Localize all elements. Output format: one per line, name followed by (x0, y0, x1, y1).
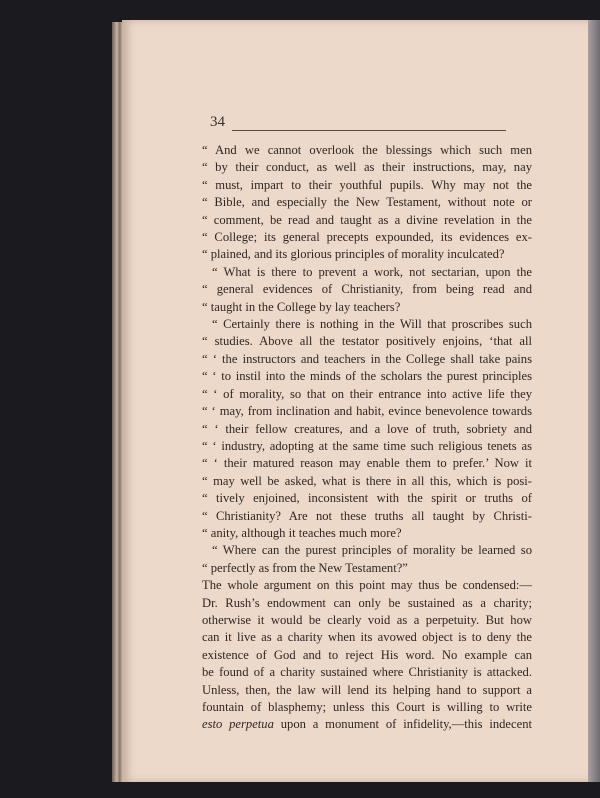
text-line: “ Bible, and especially the New Testament, without note or (202, 195, 532, 210)
text-line: “ studies. Above all the testator positively enjoins, ‘that all (202, 334, 532, 349)
text-line: “ Where can the purest principles of morality be learned so (212, 543, 532, 558)
text-line: “ by their conduct, as well as their instructions, may, nay (202, 160, 532, 175)
text-line: “ And we cannot overlook the blessings which such men (202, 143, 532, 157)
text-line: can it live as a charity when its avowed object is to deny the (202, 630, 532, 645)
text-line: “ ‘ the instructors and teachers in the College shall take pains (202, 351, 532, 366)
text-line: Dr. Rush’s endowment can only be sustained as a charity; (202, 595, 532, 610)
page-number: 34 (210, 114, 225, 130)
text-line-rest: upon a monument of infidelity,—this indecent (273, 717, 532, 732)
text-line: “ ‘ may, from inclination and habit, evince benevolence towards (202, 404, 532, 419)
text-line: “ ‘ their matured reason may enable them to prefer.’ Now it (202, 456, 532, 471)
text-line: fountain of blasphemy; unless this Court is willing to write (202, 700, 532, 714)
text-line: “ College; its general precepts expounded, its evidences ex- (202, 230, 532, 245)
book-page (122, 20, 592, 782)
text-line: Unless, then, the law will lend its helping hand to support a (202, 682, 532, 697)
text-line: The whole argument on this point may thus be condensed:— (202, 578, 532, 593)
text-line: “ comment, be read and taught as a divine revelation in the (202, 212, 532, 227)
text-line: be found of a charity sustained where Christianity is attacked. (202, 665, 532, 680)
page-body-text (202, 142, 532, 734)
text-line (202, 716, 532, 733)
text-line: “ ‘ to instil into the minds of the scholars the purest principles (202, 369, 532, 384)
latin-phrase: esto perpetua (202, 717, 274, 732)
page-right-edge (588, 20, 600, 782)
text-line: “ Christianity? Are not these truths all taught by Christi- (202, 508, 532, 523)
text-line: “ ‘ industry, adopting at the same time such religious tenets as (202, 438, 532, 453)
text-line: “ ‘ of morality, so that on their entrance into active life they (202, 386, 532, 401)
text-line: otherwise it would be clearly void as a perpetuity. But how (202, 612, 532, 627)
text-line: “ plained, and its glorious principles of morality inculcated? (202, 247, 505, 262)
text-line: “ general evidences of Christianity, from being read and (202, 282, 532, 297)
text-line: “ anity, although it teaches much more? (202, 525, 402, 540)
text-line: “ tively enjoined, inconsistent with the spirit or truths of (202, 491, 532, 506)
header-rule (232, 130, 506, 131)
text-line: “ may well be asked, what is there in all this, which is posi- (202, 473, 532, 488)
text-line: “ ‘ their fellow creatures, and a love of truth, sobriety and (202, 421, 532, 436)
text-line: “ must, impart to their youthful pupils. Why may not the (202, 177, 532, 192)
text-line: “ Certainly there is nothing in the Will that proscribes such (212, 317, 532, 332)
text-line: “ perfectly as from the New Testament?” (202, 560, 408, 575)
text-line: existence of God and to reject His word. No example can (202, 647, 532, 662)
text-line: “ taught in the College by lay teachers? (202, 299, 401, 314)
text-line: “ What is there to prevent a work, not sectarian, upon the (212, 264, 532, 279)
